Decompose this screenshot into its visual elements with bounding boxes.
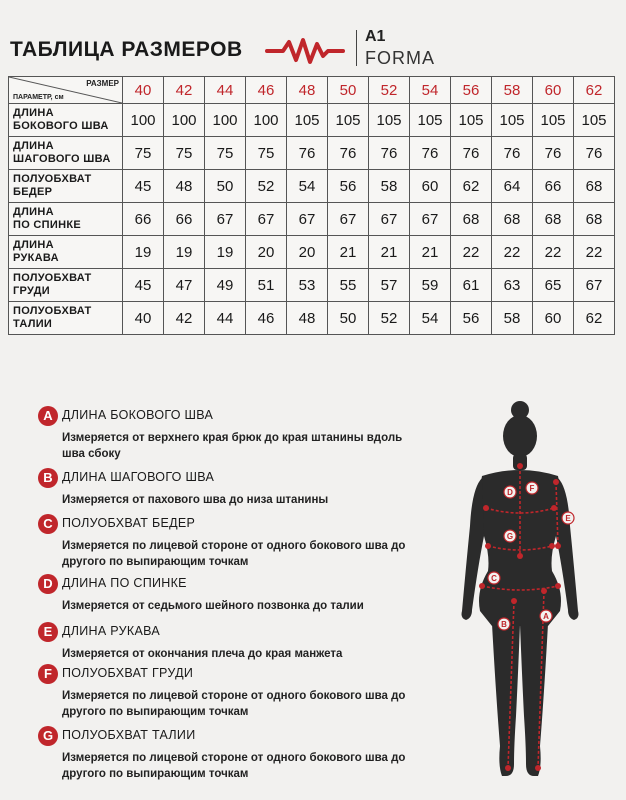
size-header: 50	[328, 77, 369, 104]
size-header: 42	[164, 77, 205, 104]
size-header: 54	[410, 77, 451, 104]
legend-letter-badge: E	[38, 622, 58, 642]
table-cell: 58	[492, 302, 533, 335]
table-cell: 58	[369, 170, 410, 203]
table-cell: 67	[328, 203, 369, 236]
table-cell: 75	[123, 137, 164, 170]
table-cell: 75	[246, 137, 287, 170]
table-cell: 76	[533, 137, 574, 170]
legend-title: ДЛИНА БОКОВОГО ШВА	[62, 408, 214, 422]
legend-description: Измеряется от окончания плеча до края манжета	[62, 648, 343, 660]
table-cell: 53	[287, 269, 328, 302]
param-label	[9, 236, 123, 269]
table-cell: 52	[246, 170, 287, 203]
figure-marker-label: C	[491, 574, 497, 583]
legend-letter-badge: D	[38, 574, 58, 594]
size-header: 62	[574, 77, 615, 104]
table-cell: 67	[205, 203, 246, 236]
figure-marker-label: F	[529, 484, 535, 493]
table-cell: 100	[246, 104, 287, 137]
param-label-line: ДЛИНА	[13, 239, 54, 251]
table-cell: 76	[328, 137, 369, 170]
legend-description: Измеряется по лицевой стороне от одного бокового шва до другого по выпирающим точкам	[62, 540, 406, 568]
param-label	[9, 203, 123, 236]
legend-letter-badge: F	[38, 664, 58, 684]
param-label-line: БЕДЕР	[13, 186, 53, 198]
table-cell: 67	[287, 203, 328, 236]
param-label	[9, 137, 123, 170]
table-cell: 105	[328, 104, 369, 137]
param-label-line: РУКАВА	[13, 252, 59, 264]
table-cell: 66	[533, 170, 574, 203]
table-cell: 68	[451, 203, 492, 236]
size-header-row	[9, 77, 615, 104]
table-cell: 21	[410, 236, 451, 269]
table-cell: 42	[164, 302, 205, 335]
table-cell: 60	[410, 170, 451, 203]
size-header: 56	[451, 77, 492, 104]
table-cell: 65	[533, 269, 574, 302]
table-cell: 44	[205, 302, 246, 335]
table-cell: 76	[451, 137, 492, 170]
brand-divider	[356, 30, 357, 66]
brand-pulse-icon	[265, 34, 345, 66]
table-row	[9, 203, 615, 236]
legend-letter-badge: B	[38, 468, 58, 488]
table-cell: 19	[123, 236, 164, 269]
table-cell: 21	[369, 236, 410, 269]
param-label-line: ДЛИНА	[13, 206, 54, 218]
table-cell: 19	[205, 236, 246, 269]
legend-description: Измеряется по лицевой стороне от одного бокового шва до другого по выпирающим точкам	[62, 690, 406, 718]
figure-marker-label: E	[565, 514, 571, 523]
table-cell: 67	[246, 203, 287, 236]
size-header: 58	[492, 77, 533, 104]
legend-title: ПОЛУОБХВАТ БЕДЕР	[62, 516, 196, 530]
legend-description: Измеряется от пахового шва до низа штанины	[62, 494, 329, 506]
header	[10, 28, 616, 72]
table-cell: 52	[369, 302, 410, 335]
legend-title: ДЛИНА ШАГОВОГО ШВА	[62, 470, 215, 484]
param-label-line: БОКОВОГО ШВА	[13, 120, 109, 132]
table-cell: 105	[574, 104, 615, 137]
legend-description: Измеряется по лицевой стороне от одного бокового шва до другого по выпирающим точкам	[62, 752, 406, 780]
table-cell: 76	[410, 137, 451, 170]
param-label-line: ПОЛУОБХВАТ	[13, 305, 92, 317]
table-cell: 22	[451, 236, 492, 269]
body-silhouette-illustration	[452, 396, 592, 786]
param-label-line: ШАГОВОГО ШВА	[13, 153, 111, 165]
size-header: 48	[287, 77, 328, 104]
table-row	[9, 236, 615, 269]
table-cell: 45	[123, 170, 164, 203]
table-cell: 61	[451, 269, 492, 302]
legend-title: ПОЛУОБХВАТ ТАЛИИ	[62, 728, 196, 742]
table-cell: 105	[410, 104, 451, 137]
table-cell: 75	[205, 137, 246, 170]
table-cell: 63	[492, 269, 533, 302]
size-header: 60	[533, 77, 574, 104]
legend-title: ДЛИНА ПО СПИНКЕ	[62, 576, 187, 590]
table-cell: 68	[574, 203, 615, 236]
size-header: 44	[205, 77, 246, 104]
table-cell: 62	[574, 302, 615, 335]
table-cell: 76	[574, 137, 615, 170]
table-cell: 59	[410, 269, 451, 302]
param-label-line: ДЛИНА	[13, 140, 54, 152]
corner-size-label: РАЗМЕР	[86, 79, 119, 88]
table-row	[9, 137, 615, 170]
table-cell: 105	[492, 104, 533, 137]
page-title: ТАБЛИЦА РАЗМЕРОВ	[10, 38, 243, 61]
table-cell: 100	[164, 104, 205, 137]
table-row	[9, 302, 615, 335]
table-cell: 55	[328, 269, 369, 302]
table-cell: 19	[164, 236, 205, 269]
table-cell: 68	[492, 203, 533, 236]
brand-logo-forma: FORMA	[365, 48, 435, 68]
table-cell: 105	[369, 104, 410, 137]
table-cell: 66	[123, 203, 164, 236]
table-cell: 67	[574, 269, 615, 302]
figure-marker-label: A	[543, 612, 549, 621]
legend-letter-badge: G	[38, 726, 58, 746]
legend-title: ПОЛУОБХВАТ ГРУДИ	[62, 666, 194, 680]
table-cell: 22	[492, 236, 533, 269]
size-header: 52	[369, 77, 410, 104]
param-label	[9, 104, 123, 137]
table-cell: 66	[164, 203, 205, 236]
table-cell: 57	[369, 269, 410, 302]
table-cell: 54	[410, 302, 451, 335]
table-cell: 62	[451, 170, 492, 203]
size-header: 46	[246, 77, 287, 104]
param-label-line: ДЛИНА	[13, 107, 54, 119]
table-cell: 68	[533, 203, 574, 236]
param-label	[9, 170, 123, 203]
brand-logo-a1: A1	[365, 28, 386, 45]
table-cell: 100	[205, 104, 246, 137]
table-cell: 75	[164, 137, 205, 170]
table-cell: 67	[410, 203, 451, 236]
param-label-line: ПОЛУОБХВАТ	[13, 173, 92, 185]
table-cell: 100	[123, 104, 164, 137]
table-corner	[9, 77, 123, 104]
table-cell: 49	[205, 269, 246, 302]
param-label-line: ПОЛУОБХВАТ	[13, 272, 92, 284]
table-row	[9, 170, 615, 203]
table-cell: 46	[246, 302, 287, 335]
table-cell: 68	[574, 170, 615, 203]
table-cell: 48	[287, 302, 328, 335]
param-label-line: ГРУДИ	[13, 285, 50, 297]
param-label	[9, 302, 123, 335]
table-cell: 56	[328, 170, 369, 203]
table-cell: 50	[328, 302, 369, 335]
figure-marker-label: D	[507, 488, 513, 497]
table-cell: 22	[574, 236, 615, 269]
table-cell: 47	[164, 269, 205, 302]
table-cell: 76	[492, 137, 533, 170]
table-cell: 45	[123, 269, 164, 302]
legend-letter-badge: C	[38, 514, 58, 534]
table-cell: 20	[246, 236, 287, 269]
table-cell: 105	[451, 104, 492, 137]
table-cell: 21	[328, 236, 369, 269]
size-header: 40	[123, 77, 164, 104]
table-cell: 76	[287, 137, 328, 170]
figure-marker-label: G	[506, 532, 514, 541]
table-cell: 56	[451, 302, 492, 335]
param-label	[9, 269, 123, 302]
table-cell: 64	[492, 170, 533, 203]
table-cell: 76	[369, 137, 410, 170]
size-table	[8, 76, 615, 335]
legend-letter-badge: A	[38, 406, 58, 426]
table-cell: 60	[533, 302, 574, 335]
table-row	[9, 104, 615, 137]
legend-description: Измеряется от верхнего края брюк до края штанины вдоль шва сбоку	[62, 432, 403, 460]
table-row	[9, 269, 615, 302]
table-cell: 20	[287, 236, 328, 269]
legend-title: ДЛИНА РУКАВА	[62, 624, 160, 638]
table-cell: 54	[287, 170, 328, 203]
corner-param-label: ПАРАМЕТР, см	[13, 94, 64, 101]
table-cell: 51	[246, 269, 287, 302]
table-cell: 67	[369, 203, 410, 236]
table-cell: 40	[123, 302, 164, 335]
param-label-line: ПО СПИНКЕ	[13, 219, 81, 231]
table-cell: 105	[287, 104, 328, 137]
table-cell: 50	[205, 170, 246, 203]
table-cell: 48	[164, 170, 205, 203]
param-label-line: ТАЛИИ	[13, 318, 53, 330]
figure-marker-label: B	[501, 620, 507, 629]
legend-description: Измеряется от седьмого шейного позвонка до талии	[62, 600, 364, 612]
table-cell: 105	[533, 104, 574, 137]
table-cell: 22	[533, 236, 574, 269]
